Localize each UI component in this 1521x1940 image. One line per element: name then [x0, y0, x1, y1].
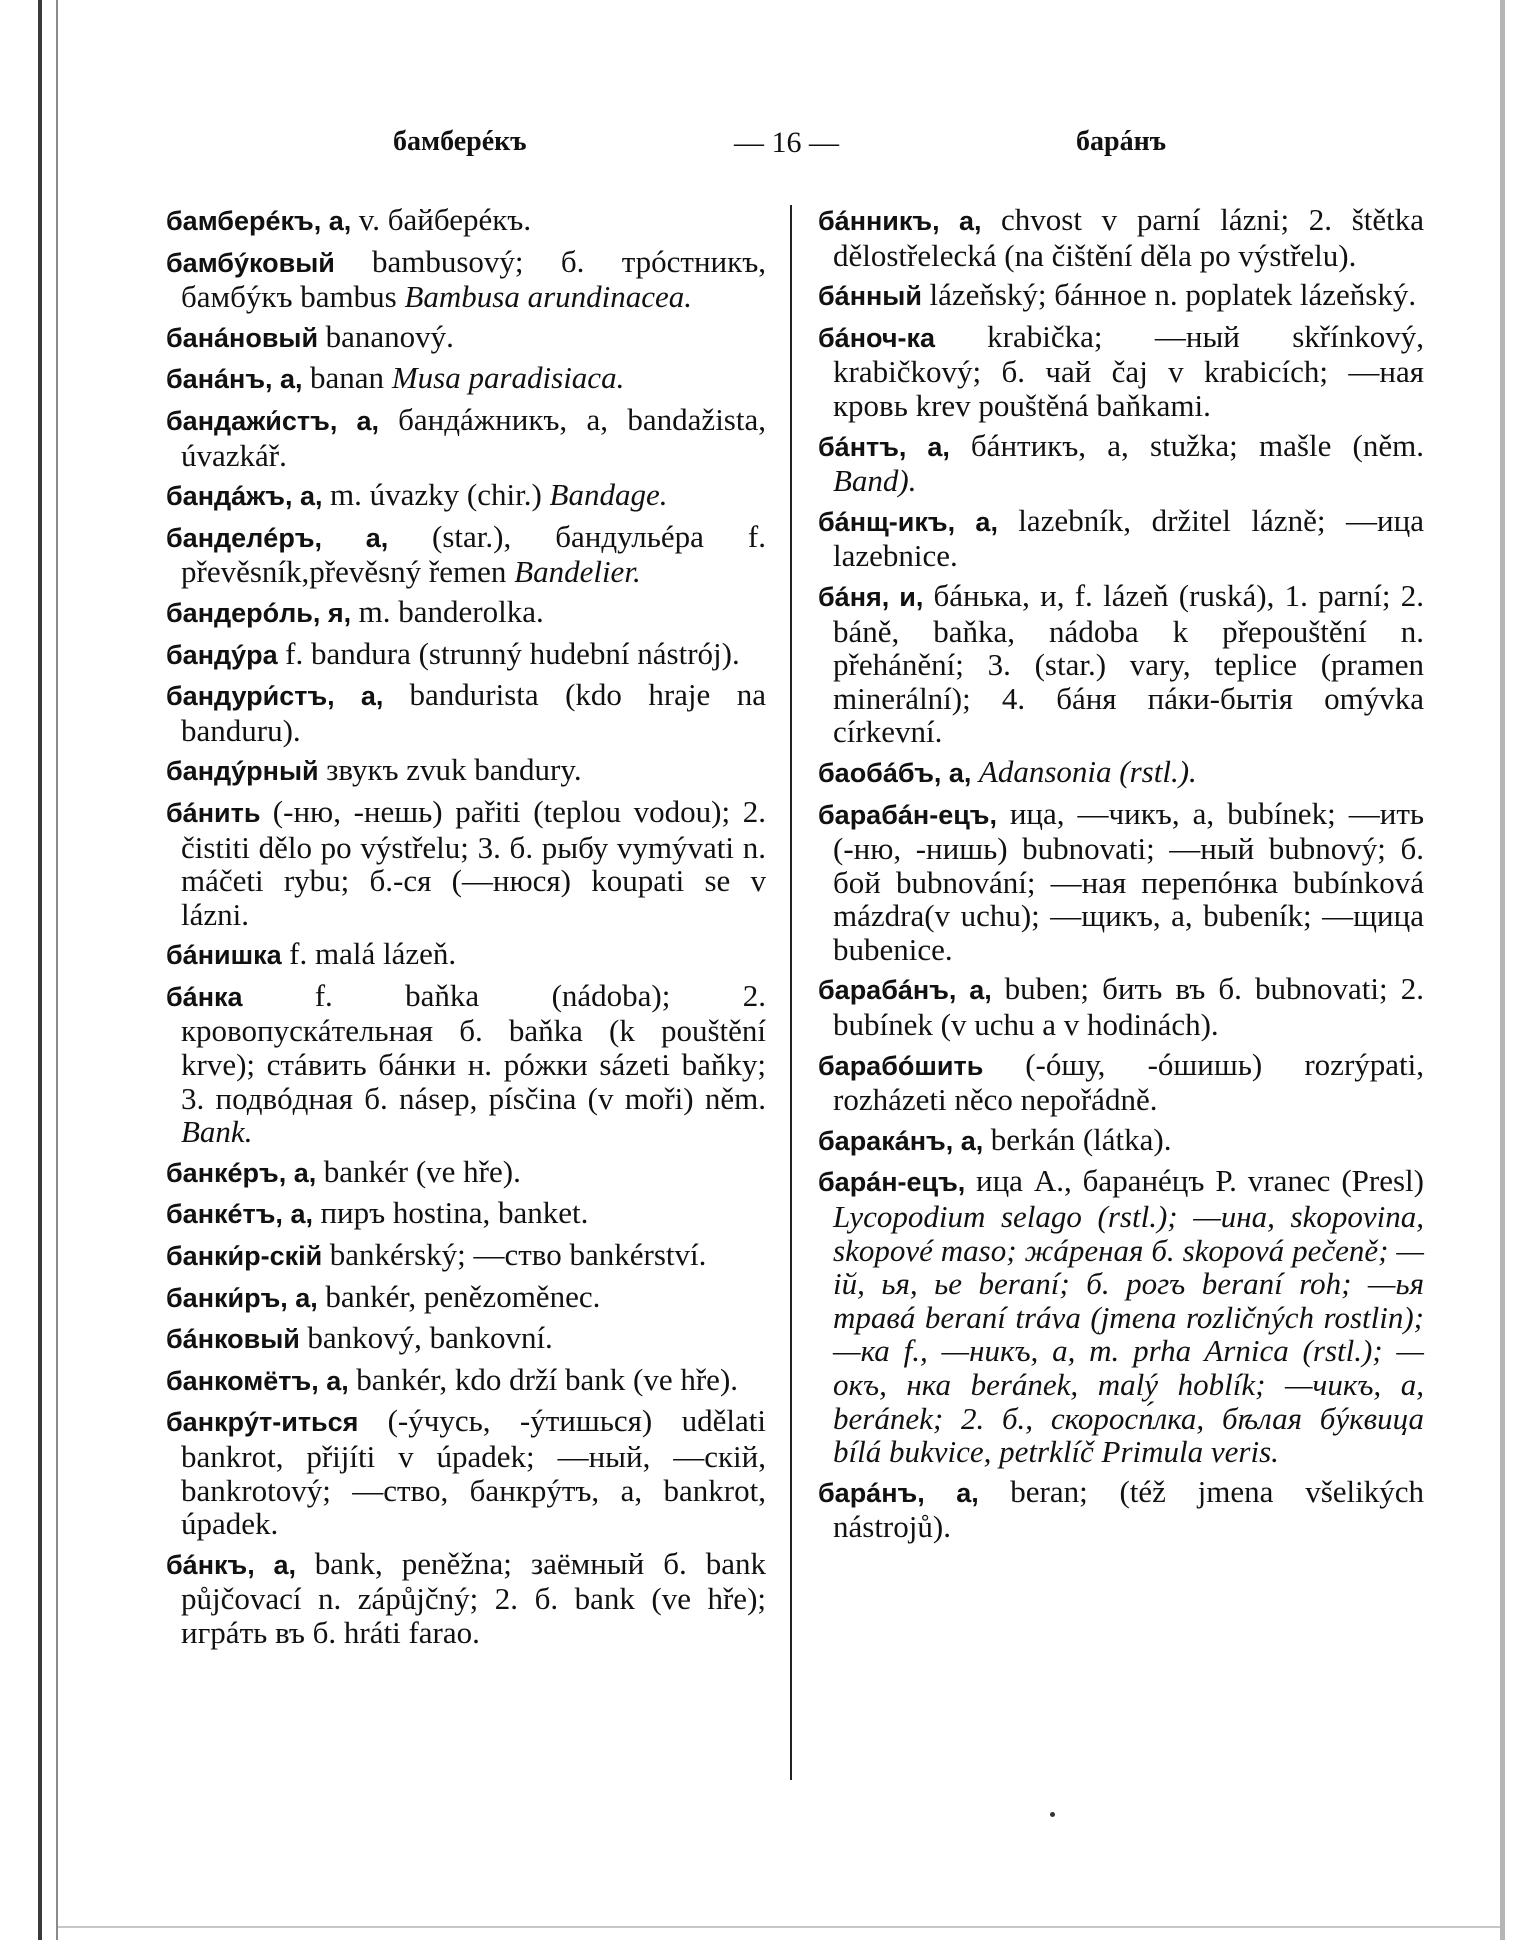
- entry-definition: chvost v parní lázni; 2. štětka dělostřelecká (na čištění děla po výstřelu).: [833, 202, 1424, 273]
- entry-headword: бáнкъ, а,: [166, 1549, 315, 1580]
- entry-headword: бандажи́стъ, а,: [166, 405, 399, 436]
- entry-headword: барáнъ, а,: [818, 1477, 1011, 1508]
- page-binding-line: [56, 0, 58, 1940]
- entry-headword: барабóшить: [818, 1050, 1026, 1081]
- entry-definition: beran; (též jmena všelikých nástrojů).: [833, 1473, 1424, 1545]
- entry-headword: бáнка: [166, 981, 315, 1012]
- entry-definition: v. байберéкъ.: [358, 202, 532, 237]
- entry-headword: банделéръ, а,: [166, 522, 433, 553]
- dictionary-entry: [818, 278, 1424, 314]
- entry-definition: bandurista (kdo hraje na banduru).: [181, 677, 766, 748]
- entry-definition: ица A., баранéцъ P. vranec (Presl): [975, 1163, 1424, 1199]
- entry-definition: бáнька, и, f. lázeň (ruská), 1. parní; 2. báně, baňka, nádoba k přepouštění n. přehánění; 3. (star.) vary, teplice (pramen minerální); 4. бáня пáки-бытiя omývka církevní.: [833, 577, 1424, 750]
- dictionary-entry: [166, 1196, 766, 1232]
- entry-definition: buben; бить въ б. bubnovati; 2. bubínek (v uchu a v hodinách).: [833, 971, 1424, 1043]
- entry-headword: бáноч-ка: [818, 322, 988, 353]
- entry-headword: банки́ръ, а,: [166, 1282, 326, 1313]
- dictionary-entry: [166, 637, 766, 673]
- dictionary-entry: [166, 595, 766, 631]
- entry-headword: банáнъ, а,: [166, 364, 311, 395]
- dictionary-entry: [166, 361, 766, 397]
- entry-headword: бандури́стъ, а,: [166, 681, 410, 712]
- dictionary-entry: [818, 755, 1424, 791]
- entry-latin-term: Bambusa arundinacea.: [404, 279, 693, 315]
- entry-headword: бандýра: [166, 639, 286, 670]
- entry-definition: (-ýчусь, -ýтишься) udělati bankrot, přijíti v úpadek; —ный, —скiй, bankrotový; —ство, банкрýтъ, а, bankrot, úpadek.: [181, 1403, 766, 1542]
- dictionary-entry: [166, 203, 766, 239]
- entry-headword: бáнтъ, а,: [818, 431, 971, 462]
- dictionary-entry: [166, 979, 766, 1149]
- entry-headword: банкомётъ, а,: [166, 1365, 357, 1396]
- entry-headword: банкéтъ, а,: [166, 1199, 321, 1230]
- entry-latin-term: Bandage.: [549, 477, 668, 513]
- entry-headword: банкéръ, а,: [166, 1157, 324, 1188]
- dictionary-entry: [166, 320, 766, 356]
- entry-definition: f. baňka (nádoba); 2. кровопускáтельная б. baňka (k pouštění krve); стáвить бáнки н. рóжки sázeti baňky; 3. подвóдная б. násep, písčina (v moři) něm.: [181, 977, 766, 1116]
- entry-definition: bankérský; —ство bankérství.: [329, 1237, 707, 1273]
- entry-definition: m. úvazky (chir.): [330, 477, 550, 513]
- dictionary-entry: [166, 245, 766, 314]
- dictionary-entry: [166, 1321, 766, 1357]
- entry-definition: (-óшу, -óшишь) rozrýpati, rozházeti něco nepořádně.: [833, 1046, 1424, 1118]
- entry-definition: f. malá lázeň.: [289, 936, 457, 972]
- entry-definition: ица, —чикъ, а, bubínek; —ить (-ню, -нишь) bubnovati; —ный bubnový; б. бой bubnování; —ная перепóнка bubínková mázdra(v uchu); —щикъ, а, bubeník; —щица bubenice.: [833, 795, 1425, 967]
- entry-headword: барáн-ецъ,: [818, 1167, 976, 1198]
- dictionary-entry: [818, 504, 1424, 573]
- entry-headword: банáновый: [166, 322, 326, 353]
- dictionary-entry: [166, 753, 766, 789]
- entry-definition: (-ню, -нешь) pařiti (teplou vodou); 2. čistiti dělo po výstřelu; 3. б. рыбу vymývati n. máčeti rybu; б.-ся (—нюся) koupati se v lázni.: [181, 793, 766, 932]
- dictionary-entry: [166, 1404, 766, 1540]
- entry-headword: бáнщ-икъ, а,: [818, 506, 1019, 537]
- entry-headword: банки́р-скiй: [166, 1241, 330, 1272]
- entry-definition: berkán (látka).: [990, 1121, 1172, 1157]
- entry-definition: пиръ hostina, banket.: [320, 1195, 589, 1231]
- page-binding-shadow: [38, 0, 42, 1940]
- entry-latin-term: Bank.: [181, 1114, 253, 1150]
- entry-headword: бандýрный: [166, 756, 327, 787]
- entry-latin-term: Musa paradisiaca.: [391, 360, 625, 396]
- entry-definition: бандáжникъ, а, bandažista, úvazkář.: [181, 401, 766, 473]
- entry-definition: lázeňský; бáнное n. poplatek lázeňský.: [929, 277, 1417, 313]
- entry-definition: bankér, penězoměnec.: [325, 1278, 601, 1314]
- entry-definition: bankový, bankovní.: [307, 1320, 553, 1356]
- page-bottom-edge: [58, 1926, 1500, 1928]
- entry-definition: bankér (ve hře).: [323, 1153, 521, 1189]
- entry-latin-term: Bandelier.: [514, 554, 641, 590]
- dictionary-entry: [818, 203, 1424, 272]
- dictionary-entry: [818, 1164, 1424, 1468]
- column-divider: [790, 205, 792, 1780]
- page-number: — 16 —: [734, 126, 839, 159]
- entry-headword: бáнникъ, а,: [818, 206, 1002, 236]
- dictionary-entry: [166, 795, 766, 931]
- dictionary-entry: [818, 1048, 1424, 1117]
- entry-definition: bank, peněžna; заёмный б. bank půjčovací n. zápůjčný; 2. б. bank (ve hře); игрáть въ б. hráti farao.: [181, 1545, 766, 1650]
- entry-headword: барабáн-ецъ,: [818, 799, 1010, 830]
- dictionary-entry: [818, 1475, 1424, 1544]
- dictionary-entry: [166, 1280, 766, 1316]
- entry-latin-term: Lycopodium selago (rstl.); —ина, skopovina, skopové maso; жáреная б. skopová pečeně; —iй, ья, ье beraní; б. рогъ beraní roh; —ья травá beraní tráva (jmena rozličných rostlin); —ка f., —никъ, а, m. prha Arnica (rstl.); —окъ, нка beránek, malý hoblík; —чикъ, а, beránek; 2. б., скоросп́лка, бѣлая бýквица bílá bukvice, petrklíč Primula veris.: [833, 1199, 1424, 1470]
- printing-dot: [1050, 1812, 1055, 1817]
- entry-headword: бáнный: [818, 281, 930, 312]
- entry-definition: lazebník, držitel lázně; —ица lazebnice.: [833, 502, 1424, 574]
- dictionary-entry: [818, 429, 1424, 498]
- dictionary-entry: [818, 579, 1424, 749]
- dictionary-entry: [166, 937, 766, 973]
- entry-headword: бáнить: [166, 797, 273, 828]
- entry-headword: бандáжъ, а,: [166, 481, 331, 512]
- left-column: [166, 203, 766, 1656]
- entry-definition: bambusový; б. трóстникъ, бамбýкъ bambus: [181, 243, 766, 315]
- header-left-headword: бамберéкъ: [393, 126, 527, 157]
- dictionary-entry: [166, 478, 766, 514]
- entry-latin-term: Adansonia (rstl.).: [978, 753, 1197, 789]
- entry-headword: баобáбъ, а,: [818, 757, 979, 788]
- entry-definition: (star.), бандульéра f. převěsník,převěsný řemen: [181, 518, 766, 590]
- entry-definition: f. bandura (strunný hudební nástrój).: [285, 635, 740, 671]
- entry-definition: bankér, kdo drží bank (ve hře).: [356, 1361, 739, 1397]
- dictionary-entry: [166, 678, 766, 747]
- running-header: [0, 126, 1521, 166]
- entry-headword: банкрýт-иться: [166, 1407, 388, 1438]
- entry-definition: bananový.: [325, 318, 454, 354]
- entry-headword: бандерóль, я,: [166, 597, 359, 628]
- entry-headword: баракáнъ, а,: [818, 1125, 991, 1156]
- dictionary-entry: [166, 1363, 766, 1399]
- entry-headword: бамбýковый: [166, 247, 372, 278]
- dictionary-entry: [166, 1547, 766, 1650]
- entry-headword: бáнишка: [166, 940, 290, 971]
- entry-definition: banan: [310, 360, 392, 396]
- dictionary-entry: [818, 972, 1424, 1041]
- entry-headword: барабáнъ, а,: [818, 975, 1005, 1006]
- entry-definition: звукъ zvuk bandury.: [326, 752, 582, 788]
- header-right-headword: барáнъ: [1076, 126, 1167, 157]
- dictionary-entry: [818, 320, 1424, 423]
- entry-headword: бамберéкъ, а,: [166, 206, 359, 236]
- entry-latin-term: Band).: [833, 463, 917, 499]
- entry-definition: бáнтикъ, а, stužka; mašle (něm.: [970, 427, 1425, 463]
- dictionary-entry: [166, 1155, 766, 1191]
- page-right-edge: [1500, 0, 1505, 1940]
- entry-headword: бáня, и,: [818, 581, 934, 612]
- entry-headword: бáнковый: [166, 1324, 308, 1355]
- dictionary-entry: [818, 1123, 1424, 1159]
- right-column: [818, 203, 1424, 1550]
- entry-definition: m. banderolka.: [358, 593, 544, 629]
- dictionary-entry: [166, 1238, 766, 1274]
- dictionary-entry: [166, 403, 766, 472]
- entry-definition: krabička; —ный skřínkový, krabičkový; б. чай čaj v krabicích; —ная кровь krev pouštěná baňkami.: [833, 318, 1424, 423]
- dictionary-entry: [166, 520, 766, 589]
- dictionary-entry: [818, 797, 1424, 967]
